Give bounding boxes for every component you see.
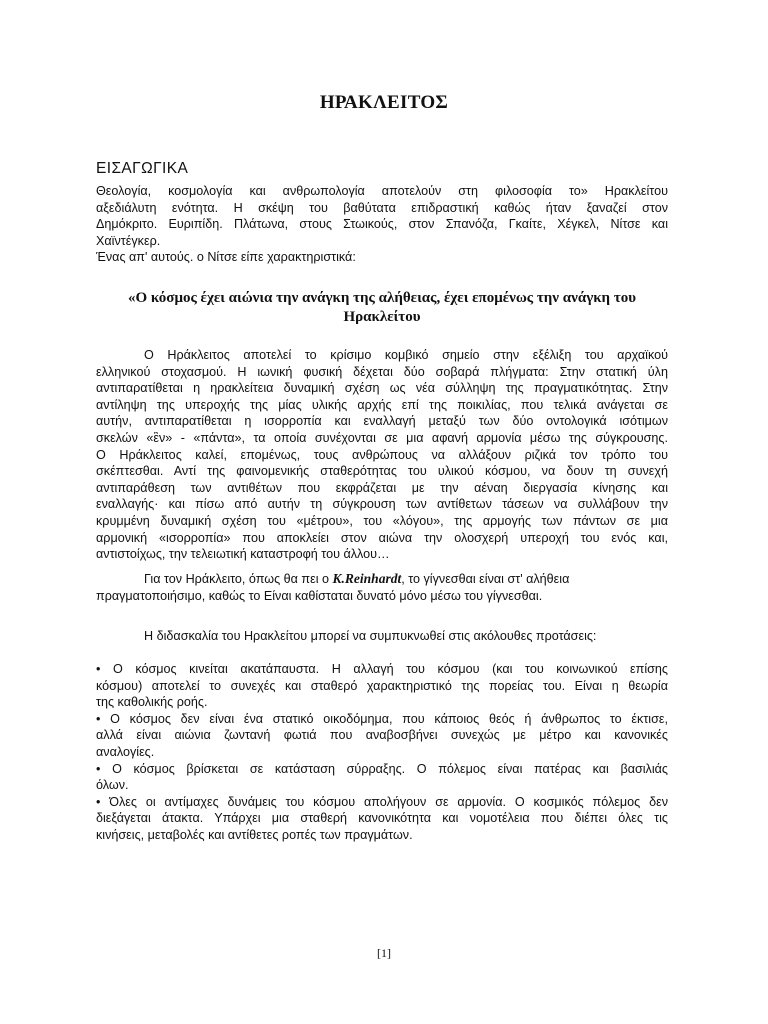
body-line: αυτήν, αντιπαρατίθεται η ισορροπία και εναλλαγή μεταξύ των δύο οντολογικά ισότιμων [96, 414, 668, 429]
reinhardt-line [96, 571, 668, 588]
reinhardt-text-pre: Για τον Ηράκλειτο, όπως θα πει ο [144, 572, 333, 586]
bullet-line: κόσμου) αποτελεί το συνεχές και σταθερό χαρακτηριστικό της πορείας του. Είναι η θεωρία [96, 678, 668, 693]
bullet-list [96, 661, 668, 844]
body-line: Ο Ηράκλειτος καλεί, επομένως, τους ανθρώπους να αλλάξουν ριζικά τον τρόπο του [96, 447, 668, 462]
body-line: αρμονική «ισορροπία» που αποκλείει στον αιώνα την ολοσχερή υπεροχή του ενός και, [96, 530, 668, 545]
reinhardt-text-post: , το γίγνεσθαι είναι στ' αλήθεια [401, 572, 570, 586]
body-line: αντιστοίχως, την τελειωτική καταστροφή του άλλου… [96, 547, 390, 562]
body-line: αντίληψη της υπεροχής της μίας υλικής αρχής επί της ποικιλίας, που τελικά ανάγεται σε [96, 397, 668, 412]
nietzsche-quote [96, 289, 668, 327]
body-line: αντιπαρατίθεται η ηρακλείτεια δυναμική σχέση ως νέα σύλληψη της πραγματικότητας. Στην [96, 381, 668, 396]
lead-line: Η διδασκαλία του Ηρακλείτου μπορεί να συμπυκνωθεί στις ακόλουθες προτάσεις: [144, 629, 597, 643]
page-title: ΗΡΑΚΛΕΙΤΟΣ [319, 92, 449, 113]
bullet-line: της καθολικής ροής. [96, 695, 208, 710]
reinhardt-line: πραγματοποιήσιμο, καθώς το Είναι καθίσταται δυνατό μόνο μέσω του γίγνεσθαι. [96, 588, 543, 603]
intro-line: Θεολογία, κοσμολογία και ανθρωπολογία αποτελούν στη φιλοσοφία το» Ηρακλείτου [96, 184, 668, 198]
intro-line: Δημόκριτο. Ευριπίδη. Πλάτωνα, στους Στωικούς, στον Σπανόζα, Γκαίτε, Χέγκελ, Νίτσε και [96, 217, 668, 232]
bullet-line: αλλά είναι αιώνια ζωντανή φωτιά που αναβοσβήνει συνεχώς με μέτρο και κανονικές [96, 728, 668, 743]
body-line: Ο Ηράκλειτος αποτελεί το κρίσιμο κομβικό σημείο στην εξέλιξη του αρχαϊκού [144, 348, 668, 362]
bullet-line: όλων. [96, 778, 129, 793]
reinhardt-paragraph [96, 571, 668, 604]
body-line: ελληνικού στοχασμού. Η ιωνική φυσική δέχεται δύο σοβαρά πλήγματα: Στην στατική ύλη [96, 364, 668, 379]
body-line: κρυμμένη δυναμική σχέση του «μέτρου», του «λόγου», της αρμογής των πάντων σε μια [96, 513, 668, 528]
quote-line: Ηρακλείτου [343, 309, 421, 325]
bullet-line: • Ο κόσμος βρίσκεται σε κατάσταση σύρραξης. Ο πόλεμος είναι πατέρας και βασιλιάς [96, 761, 668, 776]
bullet-line: • Ο κόσμος κινείται ακατάπαυστα. Η αλλαγή του κόσμου (και του κοινωνικού επίσης [96, 662, 668, 676]
page-number: [1] [377, 946, 391, 960]
intro-line: Χαϊντέγκερ. [96, 233, 161, 248]
bullet-line: • Όλες οι αντίμαχες δυνάμεις του κόσμου απολήγουν σε αρμονία. Ο κοσμικός πόλεμος δεν [96, 794, 668, 809]
intro-line: αξεδιάλυτη ενότητα. Η σκέψη του βαθύτατα επιδραστική καθώς ήταν ξαναζεί στον [96, 200, 668, 215]
body-line: εναλλαγής· και πίσω από αυτήν τη σύγκρουση των αντίθετων τάσεων να συλλάβουν την [96, 497, 668, 512]
body-line: αντιπαράθεση των αντιθέτων που εκφράζεται με την αέναη διεργασία κίνησης και [96, 480, 668, 495]
intro-line: Ένας απ' αυτούς. ο Νίτσε είπε χαρακτηριστικά: [96, 250, 356, 265]
quote-line: «Ο κόσμος έχει αιώνια την ανάγκη της αλήθειας, έχει επομένως την ανάγκη του [127, 290, 637, 306]
bullet-line: κινήσεις, μεταβολές και αντίθετες ροπές των πραγμάτων. [96, 827, 413, 842]
body-line: σκελών «ἓν» - «πάντα», τα οποία συνέχονται σε μια αφανή αρμονία μέσω της σύγκρουσης. [96, 430, 668, 445]
body-paragraph [96, 347, 668, 563]
section-heading: ΕΙΣΑΓΩΓΙΚΑ [96, 160, 189, 177]
lead-paragraph [96, 628, 668, 645]
bullet-line: διεξάγεται άτακτα. Υπάρχει μια σταθερή κανονικότητα και νομοτέλεια που διέπει όλες τις [96, 811, 668, 826]
bullet-line: αναλογίες. [96, 744, 155, 759]
body-line: σκέπτεσθαι. Αντί της φαινομενικής σταθερότητας του υλικού κόσμου, να δουν τη συνεχή [96, 464, 668, 479]
intro-paragraph [96, 183, 668, 266]
bullet-line: • Ο κόσμος δεν είναι ένα στατικό οικοδόμημα, που κάποιος θεός ή άνθρωπος το έκτισε, [96, 711, 668, 726]
reinhardt-name: K.Reinhardt [332, 571, 402, 586]
